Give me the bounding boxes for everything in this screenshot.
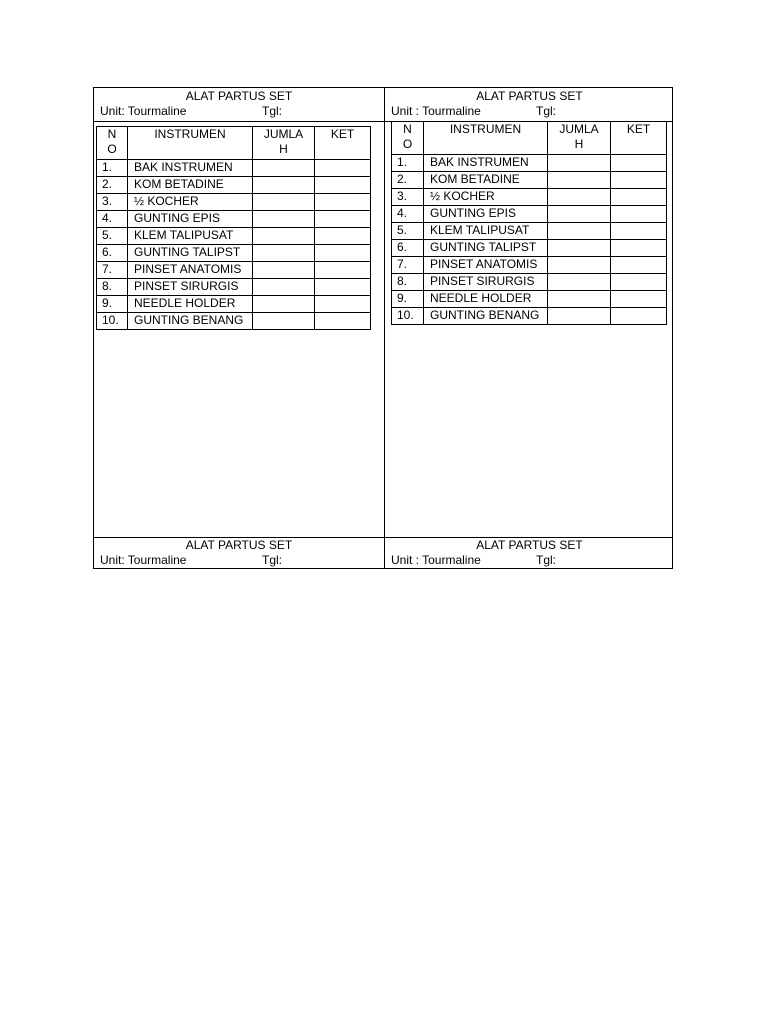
instrument-name: KOM BETADINE [128,177,253,194]
column-divider [384,88,385,568]
jumlah-cell[interactable] [253,279,315,296]
ket-header: KET [315,127,371,160]
row-number: 4. [97,211,128,228]
row-number: 8. [392,274,424,291]
row-number: 8. [97,279,128,296]
instrument-name: NEEDLE HOLDER [128,296,253,313]
table-row [392,155,667,172]
jumlah-cell[interactable] [253,177,315,194]
jumlah-cell[interactable] [253,245,315,262]
instrumen-header: INSTRUMEN [424,122,548,155]
jumlah-header: JUMLA H [548,122,611,155]
date-label: Tgl: [262,104,283,118]
table-row [97,160,371,177]
jumlah-cell[interactable] [253,211,315,228]
ket-cell[interactable] [315,211,371,228]
ket-cell[interactable] [315,194,371,211]
top-left-header [94,89,384,119]
instrument-table-left [96,126,371,330]
table-row [97,279,371,296]
instrument-name: ½ KOCHER [424,189,548,206]
table-row [392,240,667,257]
jumlah-header: JUMLA H [253,127,315,160]
table-row [392,189,667,206]
top-right-header [385,89,674,119]
bottom-left-header [94,538,384,568]
jumlah-cell[interactable] [253,313,315,330]
ket-header: KET [611,122,667,155]
row-number: 9. [392,291,424,308]
table-row [97,245,371,262]
date-label: Tgl: [536,553,557,567]
jumlah-cell[interactable] [548,172,611,189]
jumlah-cell[interactable] [548,189,611,206]
instrument-name: BAK INSTRUMEN [424,155,548,172]
ket-cell[interactable] [611,257,667,274]
ket-cell[interactable] [315,160,371,177]
unit-label: Unit: Tourmaline [100,104,187,118]
instrument-name: PINSET ANATOMIS [424,257,548,274]
row-number: 6. [97,245,128,262]
ket-cell[interactable] [315,177,371,194]
table-row [392,274,667,291]
jumlah-cell[interactable] [253,194,315,211]
row-number: 7. [97,262,128,279]
no-header: N O [97,127,128,160]
row-number: 3. [392,189,424,206]
table-row [392,206,667,223]
jumlah-cell[interactable] [548,291,611,308]
date-label: Tgl: [536,104,557,118]
ket-cell[interactable] [315,313,371,330]
instrument-name: NEEDLE HOLDER [424,291,548,308]
ket-cell[interactable] [611,223,667,240]
instrument-name: PINSET ANATOMIS [128,262,253,279]
unit-label: Unit : Tourmaline [391,553,481,567]
jumlah-cell[interactable] [548,240,611,257]
set-title: ALAT PARTUS SET [185,538,293,552]
jumlah-cell[interactable] [548,206,611,223]
instrument-name: GUNTING BENANG [128,313,253,330]
jumlah-cell[interactable] [548,223,611,240]
ket-cell[interactable] [315,279,371,296]
table-row [97,313,371,330]
jumlah-cell[interactable] [548,274,611,291]
row-number: 7. [392,257,424,274]
table-row [97,228,371,245]
unit-label: Unit : Tourmaline [391,104,481,118]
ket-cell[interactable] [315,262,371,279]
jumlah-cell[interactable] [253,160,315,177]
label-sheet [93,87,673,569]
row-number: 2. [97,177,128,194]
instrument-name: PINSET SIRURGIS [128,279,253,296]
jumlah-cell[interactable] [548,308,611,325]
instrument-name: GUNTING EPIS [128,211,253,228]
row-number: 1. [392,155,424,172]
row-number: 2. [392,172,424,189]
table-row [392,172,667,189]
ket-cell[interactable] [611,172,667,189]
row-number: 5. [392,223,424,240]
instrument-name: ½ KOCHER [128,194,253,211]
row-number: 10. [97,313,128,330]
instrument-name: KOM BETADINE [424,172,548,189]
set-title: ALAT PARTUS SET [476,89,583,103]
jumlah-cell[interactable] [253,296,315,313]
jumlah-cell[interactable] [548,155,611,172]
ket-cell[interactable] [315,245,371,262]
table-row [97,177,371,194]
ket-cell[interactable] [611,155,667,172]
instrument-name: GUNTING TALIPST [424,240,548,257]
jumlah-cell[interactable] [253,262,315,279]
row-number: 10. [392,308,424,325]
instrument-name: BAK INSTRUMEN [128,160,253,177]
table-row [392,308,667,325]
date-label: Tgl: [262,553,283,567]
jumlah-cell[interactable] [548,257,611,274]
ket-cell[interactable] [315,296,371,313]
row-number: 3. [97,194,128,211]
no-header: N O [392,122,424,155]
table-row [97,194,371,211]
instrument-name: GUNTING BENANG [424,308,548,325]
row-number: 6. [392,240,424,257]
ket-cell[interactable] [611,291,667,308]
jumlah-cell[interactable] [253,228,315,245]
ket-cell[interactable] [611,308,667,325]
instrument-name: GUNTING EPIS [424,206,548,223]
table-row [97,211,371,228]
unit-label: Unit: Tourmaline [100,553,187,567]
instrumen-header: INSTRUMEN [128,127,253,160]
row-number: 1. [97,160,128,177]
ket-cell[interactable] [611,240,667,257]
set-title: ALAT PARTUS SET [185,89,293,103]
ket-cell[interactable] [611,189,667,206]
row-number: 5. [97,228,128,245]
table-row [97,296,371,313]
table-row [392,223,667,240]
bottom-right-header [385,538,674,568]
ket-cell[interactable] [611,274,667,291]
instrument-name: KLEM TALIPUSAT [128,228,253,245]
instrument-name: PINSET SIRURGIS [424,274,548,291]
instrument-name: KLEM TALIPUSAT [424,223,548,240]
ket-cell[interactable] [315,228,371,245]
row-number: 4. [392,206,424,223]
instrument-table-right [391,121,667,325]
set-title: ALAT PARTUS SET [476,538,583,552]
table-row [392,257,667,274]
row-number: 9. [97,296,128,313]
table-row [97,262,371,279]
ket-cell[interactable] [611,206,667,223]
instrument-name: GUNTING TALIPST [128,245,253,262]
table-row [392,291,667,308]
